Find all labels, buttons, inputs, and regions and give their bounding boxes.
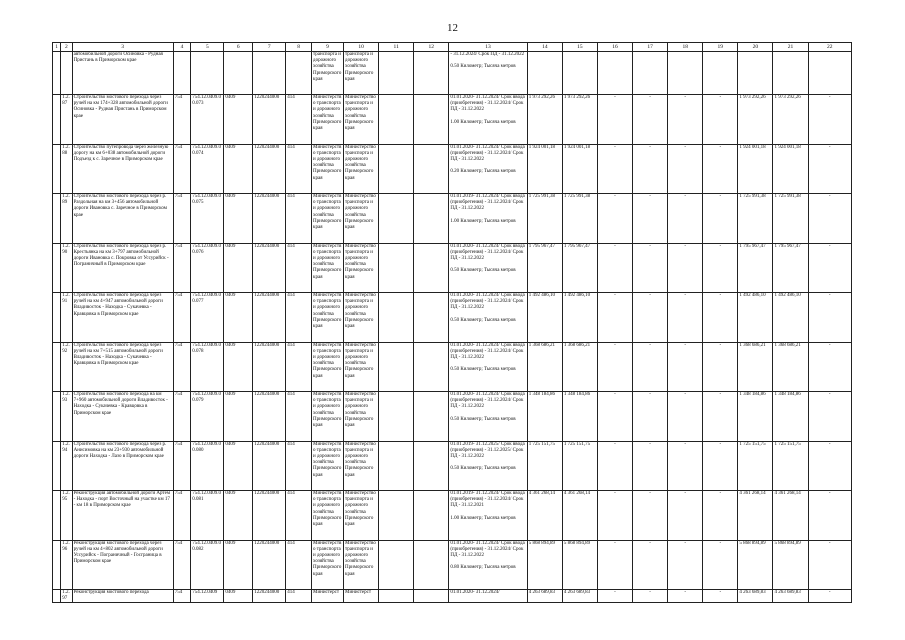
row-id: 1.2.95 (61, 491, 72, 541)
gr-cell: 754 (173, 392, 191, 442)
ministry-cell: Министерство транспорта и дорожного хозяйства Приморского края (312, 491, 344, 541)
dash-cell: - (633, 194, 668, 244)
dash-cell: - (597, 590, 632, 603)
column-number: 20 (738, 43, 773, 52)
amount-cell: 5 868 894,89 (527, 540, 562, 590)
dash-cell: - (597, 144, 632, 194)
amount-cell: 1 725 151,75 (527, 441, 562, 491)
dash-cell: - (668, 392, 703, 442)
code-cell: 754.12.0409.00.079 (191, 392, 224, 442)
row-id: 1.2.92 (61, 342, 72, 392)
work-period-cell: 01.01.2019- 31.12.2025/ Срок ввода (приобретения) - 31.12.2025/ Срок ПД - 31.12.2022 0.50 Километр; Тысяча метров (449, 441, 527, 491)
amount-cell: 1 973 292,26 (562, 95, 597, 145)
amount-cell: 1 348 184,86 (773, 392, 808, 442)
ministry-cell: Министерст (344, 590, 379, 603)
amount-cell: 1 492 486,10 (738, 293, 773, 343)
object-name: автомобильной дороги Осиновка - Рудная Пристань в Приморском крае (72, 52, 173, 95)
object-name: Реконструкция автомобильной дороги Артем - Находка - порт Восточный на участке км 17 - км 18 в Приморском крае (72, 491, 173, 541)
amount-cell: 1 725 151,75 (562, 441, 597, 491)
amount-cell: 1 348 184,86 (738, 392, 773, 442)
page-number: 12 (447, 22, 458, 34)
row-id: 1.2.89 (61, 194, 72, 244)
vr-cell: 414 (286, 540, 312, 590)
dash-cell: - (808, 590, 851, 603)
code-cell: 754.12.0409 (191, 590, 224, 603)
article-cell: 1220244000 (253, 540, 286, 590)
ministry-cell: Министерство транспорта и дорожного хозяйства Приморского края (344, 293, 379, 343)
amount-cell: 1 368 686,21 (773, 342, 808, 392)
gr-cell: 754 (173, 540, 191, 590)
object-name: Строительство мостового перехода на км 7+960 автомобильной дороги Владивосток - Находка - Сукачевка - Кравцовка в Приморском крае (72, 392, 173, 442)
amount-cell: 1 725 151,75 (773, 441, 808, 491)
column-number: 12 (414, 43, 449, 52)
column-number: 7 (253, 43, 286, 52)
ministry-cell: Министерство транспорта и дорожного хозяйства Приморского края (344, 194, 379, 244)
dash-cell: - (703, 392, 738, 442)
column-number: 2 (61, 43, 72, 52)
vr-cell: 414 (286, 144, 312, 194)
dash-cell: - (633, 144, 668, 194)
work-period-cell: 01.01.2020- 31.12.2024/ Срок ввода (приобретения) - 31.12.2024/ Срок ПД - 31.12.2022 1.00 Километр; Тысяча метров (449, 95, 527, 145)
dash-cell: - (808, 243, 851, 293)
section-cell: 0409 (224, 95, 253, 145)
dash-cell: - (597, 243, 632, 293)
work-period-cell: 01.01.2019- 31.12.2024/ Срок ввода (приобретения) - 31.12.2024/ Срок ПД - 31.12.2021 1.00 Километр; Тысяча метров (449, 491, 527, 541)
ministry-cell: Министерство транспорта и дорожного хозяйства Приморского края (344, 540, 379, 590)
dash-cell: - (597, 293, 632, 343)
article-cell: 1220244000 (253, 95, 286, 145)
row-id: 1.2.94 (61, 441, 72, 491)
amount-cell: 1 725 991,38 (562, 194, 597, 244)
ministry-cell: Министерство транспорта и дорожного хозяйства Приморского края (344, 144, 379, 194)
dash-cell: - (597, 540, 632, 590)
section-cell: 0409 (224, 194, 253, 244)
column-number: 19 (703, 43, 738, 52)
amount-cell: 1 368 686,21 (527, 342, 562, 392)
column-number: 8 (286, 43, 312, 52)
section-cell: 0409 (224, 540, 253, 590)
dash-cell: - (703, 441, 738, 491)
amount-cell: 1 725 151,75 (738, 441, 773, 491)
dash-cell: - (633, 392, 668, 442)
amount-cell: 1 973 292,26 (738, 95, 773, 145)
row-id: 1.2.90 (61, 243, 72, 293)
object-name: Строительство мостового перехода через р. Раздольная на км 3+456 автомобильной дороги Ивановка с. Заречное в Приморском крае (72, 194, 173, 244)
dash-cell: - (703, 590, 738, 603)
dash-cell: - (597, 392, 632, 442)
dash-cell: - (597, 491, 632, 541)
column-number: 3 (72, 43, 173, 52)
gr-cell: 754 (173, 95, 191, 145)
dash-cell: - (808, 392, 851, 442)
dash-cell: - (633, 441, 668, 491)
amount-cell: 1 973 292,26 (773, 95, 808, 145)
ministry-cell: Министерство транспорта и дорожного хозяйства Приморского края (312, 293, 344, 343)
code-cell: 754.12.0409.00.076 (191, 243, 224, 293)
amount-cell: 4 263 689,83 (738, 590, 773, 603)
article-cell: 1220244000 (253, 392, 286, 442)
dash-cell: - (703, 540, 738, 590)
dash-cell: - (703, 194, 738, 244)
dash-cell: - (597, 194, 632, 244)
column-number: 6 (224, 43, 253, 52)
dash-cell: - (668, 590, 703, 603)
work-period-cell: 01.01.2020- 31.12.2024/ Срок ввода (приобретения) - 31.12.2024/ Срок ПД - 31.12.2022 0.50 Километр; Тысяча метров (449, 392, 527, 442)
ministry-cell: Министерство транспорта и дорожного хозяйства Приморского края (312, 342, 344, 392)
object-name: Строительство мостового перехода через ручей на км 4+947 автомобильной дороги Владивосток - Находка - Сукачевка - Кравцовка в Приморском крае (72, 293, 173, 343)
amount-cell: 4 361 268,14 (773, 491, 808, 541)
column-number: 13 (449, 43, 527, 52)
amount-cell: 5 868 894,89 (562, 540, 597, 590)
amount-cell: 4 263 689,83 (562, 590, 597, 603)
gr-cell: 754 (173, 590, 191, 603)
dash-cell: - (703, 243, 738, 293)
code-cell: 754.12.0409.00.082 (191, 540, 224, 590)
object-name: Строительство мостового перехода через ручей на км 174+328 автомобильной дороги Осиновка - Рудная Пристань в Приморском крае (72, 95, 173, 145)
section-cell: 0409 (224, 590, 253, 603)
object-name: Строительство путепровода через железную дорогу на км 6+038 автомобильной дороги Подъезд к с. Заречное в Приморском крае (72, 144, 173, 194)
amount-cell: 1 368 686,21 (738, 342, 773, 392)
section-cell: 0409 (224, 293, 253, 343)
code-cell: 754.12.0409.00.074 (191, 144, 224, 194)
code-cell: 754.12.0409.00.078 (191, 342, 224, 392)
amount-cell: 1 795 967,47 (562, 243, 597, 293)
gr-cell: 754 (173, 144, 191, 194)
column-number: 18 (668, 43, 703, 52)
amount-cell: 1 348 184,86 (562, 392, 597, 442)
section-cell: 0409 (224, 441, 253, 491)
amount-cell: 1 368 686,21 (562, 342, 597, 392)
amount-cell: 4 361 268,14 (562, 491, 597, 541)
table-row (53, 243, 852, 293)
amount-cell: 4 263 689,83 (773, 590, 808, 603)
vr-cell: 414 (286, 392, 312, 442)
column-number: 1 (53, 43, 61, 52)
dash-cell: - (633, 293, 668, 343)
object-name: Реконструкция мостового перехода через ручей на км 4+802 автомобильной дороги Уссурийск - Пограничный - Госграница в Приморском крае (72, 540, 173, 590)
dash-cell: - (597, 95, 632, 145)
continued-row (53, 52, 852, 95)
amount-cell: 1 492 486,10 (527, 293, 562, 343)
row-id: 1.2.96 (61, 540, 72, 590)
vr-cell: 414 (286, 342, 312, 392)
ministry-cell: Министерство транспорта и дорожного хозяйства Приморского края (344, 95, 379, 145)
vr-cell: 414 (286, 491, 312, 541)
amount-cell: 5 868 894,89 (738, 540, 773, 590)
ministry-cell: Министерство транспорта и дорожного хозяйства Приморского края (312, 540, 344, 590)
vr-cell: 414 (286, 243, 312, 293)
ministry-cell: Министерство транспорта и дорожного хозяйства Приморского края (312, 243, 344, 293)
ministry-cell: Министерство транспорта и дорожного хозяйства Приморского края (312, 95, 344, 145)
dash-cell: - (668, 293, 703, 343)
dash-cell: - (808, 441, 851, 491)
dash-cell: - (597, 342, 632, 392)
amount-cell: 1 795 967,47 (773, 243, 808, 293)
amount-cell: 1 492 486,10 (562, 293, 597, 343)
code-cell: 754.12.0409.00.077 (191, 293, 224, 343)
column-number: 16 (597, 43, 632, 52)
section-cell: 0409 (224, 392, 253, 442)
amount-cell: 4 361 268,14 (738, 491, 773, 541)
dash-cell: - (668, 342, 703, 392)
dash-cell: - (633, 491, 668, 541)
column-number: 17 (633, 43, 668, 52)
amount-cell: 1 795 967,47 (738, 243, 773, 293)
object-name: Строительство мостового перехода через р. Крестьянка на км 3+797 автомобильной дороги Ивановка с. Покровка от Уссурийск - Пограничный в Приморском крае (72, 243, 173, 293)
dash-cell: - (633, 540, 668, 590)
article-cell: 1220244000 (253, 441, 286, 491)
article-cell: 1220244000 (253, 491, 286, 541)
ministry-cell: Министерство транспорта и дорожного хозяйства Приморского края (344, 342, 379, 392)
dash-cell: - (703, 293, 738, 343)
column-number: 14 (527, 43, 562, 52)
object-name: Строительство мостового перехода через ручей на км 7+515 автомобильной дороги Владивосток - Находка - Сукачевка - Кравцовка в Приморском крае (72, 342, 173, 392)
column-number: 11 (379, 43, 414, 52)
column-number: 5 (191, 43, 224, 52)
dash-cell: - (808, 540, 851, 590)
ministry-cell: Министерство транспорта и дорожного хозяйства Приморского края (312, 194, 344, 244)
row-id: 1.2.87 (61, 95, 72, 145)
work-period-cell: 01.01.2020- 31.12.2024/ Срок ввода (приобретения) - 31.12.2024/ Срок ПД - 31.12.2022 0.50 Километр; Тысяча метров (449, 293, 527, 343)
article-cell: 1220244000 (253, 342, 286, 392)
dash-cell: - (668, 144, 703, 194)
ministry-cell: транспорта и дорожного хозяйства Приморского края (344, 52, 379, 95)
amount-cell: 4 361 268,14 (527, 491, 562, 541)
section-cell: 0409 (224, 342, 253, 392)
work-period-cell: 01.01.2020- 31.12.2024/ Срок ввода (приобретения) - 31.12.2024/ Срок ПД - 31.12.2022 0.50 Километр; Тысяча метров (449, 243, 527, 293)
gr-cell: 754 (173, 342, 191, 392)
article-cell: 1220244000 (253, 144, 286, 194)
dash-cell: - (633, 243, 668, 293)
ministry-cell: транспорта и дорожного хозяйства Приморского края (312, 52, 344, 95)
budget-table (52, 42, 852, 603)
table-row (53, 342, 852, 392)
object-name: Строительство мостового перехода через р. Анисимовка на км 23+930 автомобильной дороги Находка - Лазо в Приморском крае (72, 441, 173, 491)
gr-cell: 754 (173, 293, 191, 343)
table-row (53, 194, 852, 244)
dash-cell: - (703, 342, 738, 392)
column-number: 22 (808, 43, 851, 52)
article-cell: 1220244000 (253, 243, 286, 293)
table-row (53, 441, 852, 491)
amount-cell: 1 725 991,38 (738, 194, 773, 244)
work-period-cell: - 31.12.2024/ Срок ПД - 31.12.2022 0.50 Километр; Тысяча метров (449, 52, 527, 95)
dash-cell: - (633, 342, 668, 392)
vr-cell: 414 (286, 194, 312, 244)
vr-cell: 414 (286, 95, 312, 145)
vr-cell: 414 (286, 293, 312, 343)
dash-cell: - (808, 342, 851, 392)
table-row (53, 95, 852, 145)
column-number: 21 (773, 43, 808, 52)
vr-cell: 414 (286, 441, 312, 491)
dash-cell: - (808, 491, 851, 541)
dash-cell: - (668, 491, 703, 541)
gr-cell: 754 (173, 243, 191, 293)
column-number: 9 (312, 43, 344, 52)
code-cell: 754.12.0409.00.081 (191, 491, 224, 541)
ministry-cell: Министерство транспорта и дорожного хозяйства Приморского края (344, 441, 379, 491)
gr-cell: 754 (173, 441, 191, 491)
table-row (53, 540, 852, 590)
column-number: 10 (344, 43, 379, 52)
vr-cell: 414 (286, 590, 312, 603)
amount-cell: 1 924 001,18 (738, 144, 773, 194)
row-id: 1.2.97 (61, 590, 72, 603)
object-name: Реконструкция мостового перехода (72, 590, 173, 603)
work-period-cell: 01.01.2019- 31.12.2024/ Срок ввода (приобретения) - 31.12.2024/ Срок ПД - 31.12.2022 1.00 Километр; Тысяча метров (449, 194, 527, 244)
column-number: 4 (173, 43, 191, 52)
amount-cell: 1 924 001,18 (773, 144, 808, 194)
ministry-cell: Министерство транспорта и дорожного хозяйства Приморского края (344, 243, 379, 293)
row-id: 1.2.91 (61, 293, 72, 343)
column-number: 15 (562, 43, 597, 52)
amount-cell: 5 868 894,89 (773, 540, 808, 590)
table-row (53, 144, 852, 194)
work-period-cell: 01.01.2020- 31.12.2024/ Срок ввода (приобретения) - 31.12.2024/ Срок ПД - 31.12.2022 0.20 Километр; Тысяча метров (449, 144, 527, 194)
article-cell: 1220244000 (253, 293, 286, 343)
section-cell: 0409 (224, 491, 253, 541)
row-id: 1.2.88 (61, 144, 72, 194)
dash-cell: - (703, 144, 738, 194)
ministry-cell: Министерство транспорта и дорожного хозяйства Приморского края (344, 392, 379, 442)
dash-cell: - (633, 590, 668, 603)
amount-cell: 1 492 486,10 (773, 293, 808, 343)
dash-cell: - (668, 243, 703, 293)
dash-cell: - (808, 144, 851, 194)
amount-cell: 4 263 689,83 (527, 590, 562, 603)
dash-cell: - (633, 95, 668, 145)
amount-cell: 1 973 292,26 (527, 95, 562, 145)
code-cell: 754.12.0409.00.075 (191, 194, 224, 244)
amount-cell: 1 924 001,18 (562, 144, 597, 194)
dash-cell: - (668, 441, 703, 491)
ministry-cell: Министерство транспорта и дорожного хозяйства Приморского края (344, 491, 379, 541)
amount-cell: 1 795 967,47 (527, 243, 562, 293)
table-row (53, 392, 852, 442)
article-cell: 1220244000 (253, 590, 286, 603)
gr-cell: 754 (173, 194, 191, 244)
work-period-cell: 01.01.2020- 31.12.2024/ (449, 590, 527, 603)
dash-cell: - (808, 194, 851, 244)
amount-cell: 1 725 991,38 (773, 194, 808, 244)
amount-cell: 1 348 184,86 (527, 392, 562, 442)
dash-cell: - (668, 95, 703, 145)
dash-cell: - (703, 95, 738, 145)
code-cell: 754.12.0409.00.073 (191, 95, 224, 145)
table-row (53, 491, 852, 541)
row-id: 1.2.93 (61, 392, 72, 442)
dash-cell: - (668, 194, 703, 244)
table-row (53, 590, 852, 603)
work-period-cell: 01.01.2020- 31.12.2024/ Срок ввода (приобретения) - 31.12.2024/ Срок ПД - 31.12.2022 0.50 Километр; Тысяча метров (449, 342, 527, 392)
column-number-row (53, 43, 852, 52)
dash-cell: - (703, 491, 738, 541)
ministry-cell: Министерство транспорта и дорожного хозяйства Приморского края (312, 144, 344, 194)
gr-cell: 754 (173, 491, 191, 541)
dash-cell: - (808, 293, 851, 343)
amount-cell: 1 924 001,18 (527, 144, 562, 194)
article-cell: 1220244000 (253, 194, 286, 244)
section-cell: 0409 (224, 144, 253, 194)
ministry-cell: Министерство транспорта и дорожного хозяйства Приморского края (312, 441, 344, 491)
ministry-cell: Министерство транспорта и дорожного хозяйства Приморского края (312, 392, 344, 442)
section-cell: 0409 (224, 243, 253, 293)
code-cell: 754.12.0409.00.080 (191, 441, 224, 491)
dash-cell: - (668, 540, 703, 590)
dash-cell: - (597, 441, 632, 491)
dash-cell: - (808, 95, 851, 145)
ministry-cell: Министерст (312, 590, 344, 603)
amount-cell: 1 725 991,38 (527, 194, 562, 244)
table-row (53, 293, 852, 343)
work-period-cell: 01.01.2020- 31.12.2024/ Срок ввода (приобретения) - 31.12.2024/ Срок ПД - 31.12.2022 0.80 Километр; Тысяча метров (449, 540, 527, 590)
